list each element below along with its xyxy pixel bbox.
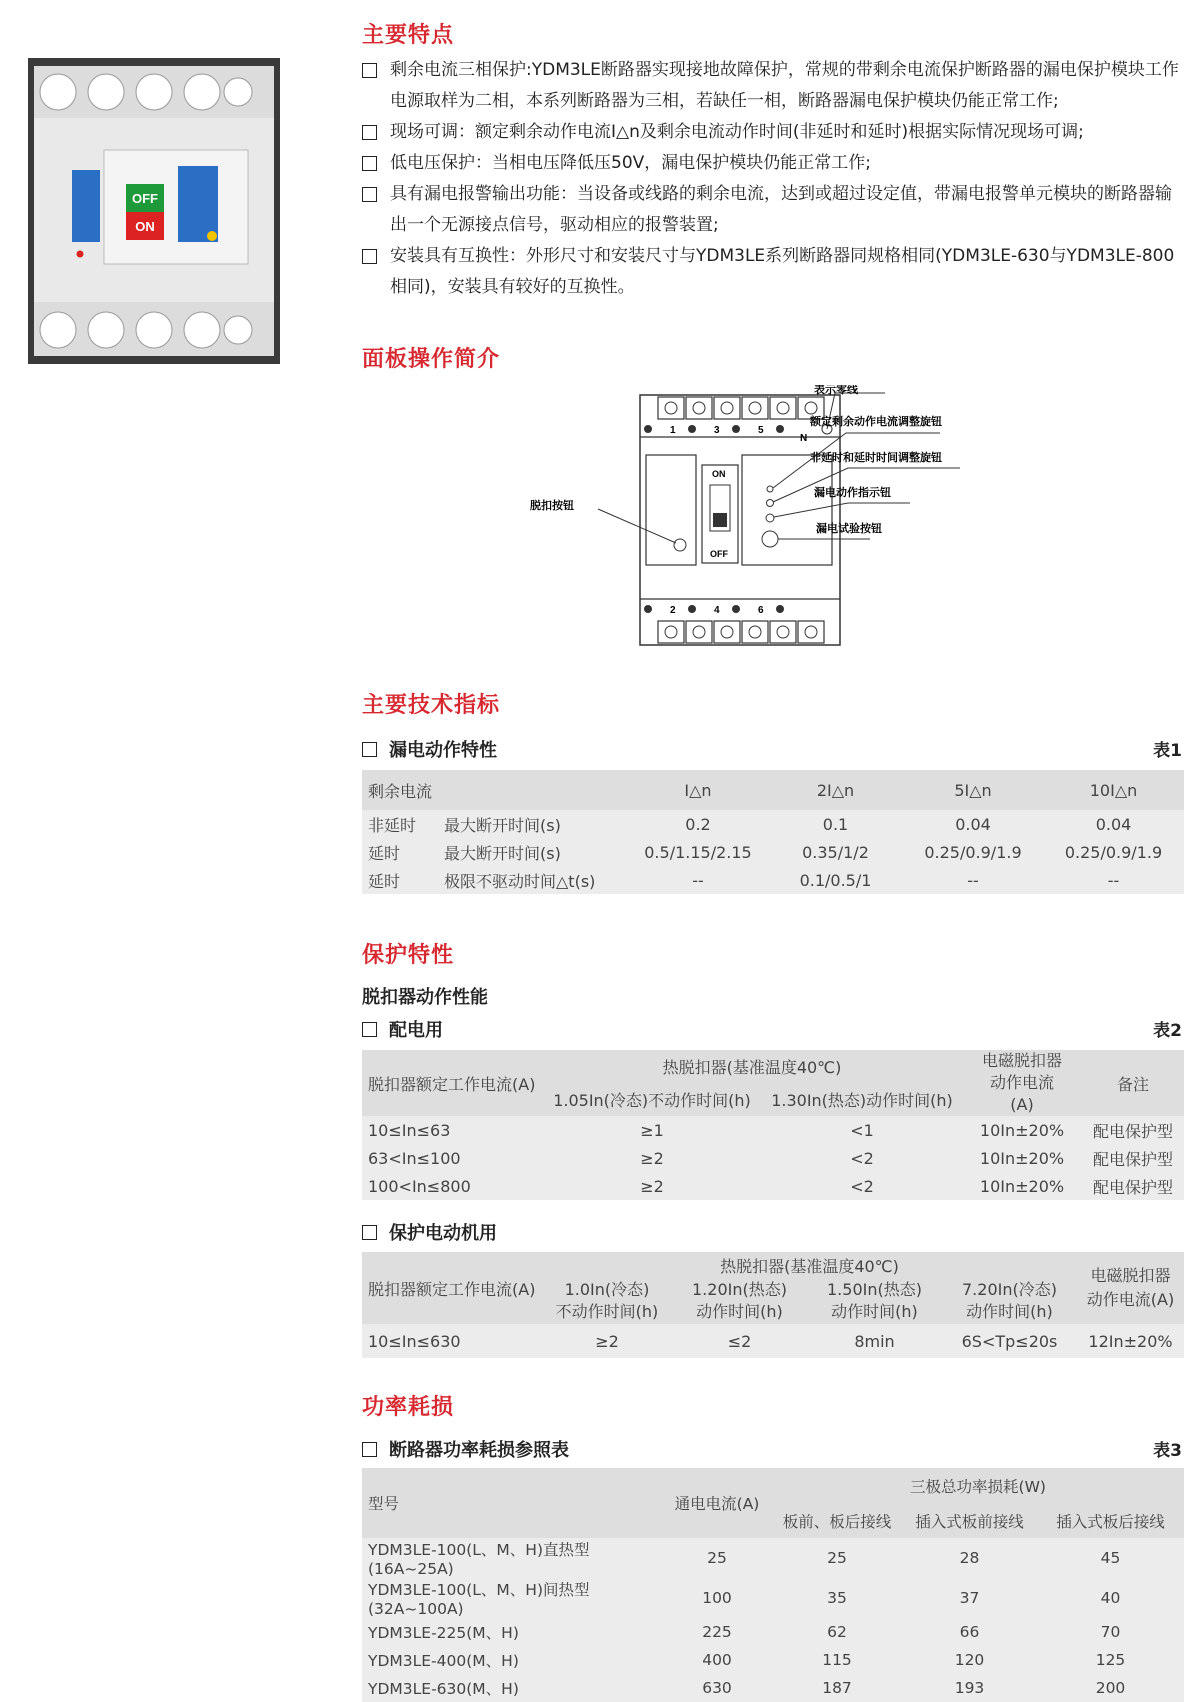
feature-item: [362, 241, 1182, 303]
table-cell: 225: [702, 1623, 732, 1641]
table-cell: 10≤In≤63: [368, 1120, 451, 1140]
table1-number: 表1: [1153, 741, 1182, 761]
protect-subtitle: 脱扣器动作性能: [362, 987, 488, 1008]
table-cell: 100<In≤800: [368, 1176, 471, 1196]
header-line: 电磁脱扣器: [1090, 1266, 1171, 1285]
table-cell: 10In±20%: [979, 1176, 1065, 1196]
table1-subtitle-text: 漏电动作特性: [389, 740, 497, 761]
table-cell: 62: [827, 1623, 847, 1641]
table-row: [362, 838, 1184, 866]
table2b: [362, 1252, 1184, 1358]
feature-text: 剩余电流三相保护:YDM3LE断路器实现接地故障保护，常规的带剩余电流保护断路器的漏电保护模块工作电源取样为二相，本系列断路器为三相，若缺任一相，断路器漏电保护模块仍能正常工作;: [390, 60, 1179, 111]
terminal-num-2: 2: [670, 605, 676, 616]
table-cell: YDM3LE-100(L、M、H)直热型(16A~25A): [368, 1541, 590, 1578]
header-line: 不动作时间(h): [555, 1302, 659, 1321]
table2-subtitle-text: 配电用: [389, 1020, 443, 1041]
checkbox-icon: [362, 1022, 377, 1037]
table-row: [362, 1172, 1184, 1200]
table-cell: <2: [850, 1148, 874, 1168]
header-line: 动作时间(h): [966, 1302, 1053, 1321]
table-cell: 100: [702, 1589, 732, 1607]
table-row: [362, 1674, 1184, 1702]
table-cell: 12In±20%: [1088, 1331, 1173, 1351]
table-cell: YDM3LE-100(L、M、H)间热型(32A~100A): [368, 1581, 590, 1618]
header-line: 1.50In(热态): [827, 1280, 922, 1299]
table-cell: 25: [827, 1549, 847, 1567]
table-cell: --: [967, 870, 979, 890]
table-cell: 配电保护型: [1092, 1149, 1173, 1169]
table-cell: [672, 1278, 807, 1324]
table-cell: 200: [1095, 1679, 1126, 1697]
terminal-num-6: 6: [758, 605, 764, 616]
table2-subtitle: [362, 1016, 443, 1042]
table-cell: ≥2: [640, 1176, 664, 1196]
table-cell: --: [1107, 870, 1120, 890]
table-cell: YDM3LE-225(M、H): [368, 1624, 519, 1642]
header-line: 动作电流(A): [1086, 1290, 1175, 1309]
table-cell: 插入式板后接线: [1037, 1503, 1184, 1538]
table-cell: 最大断开时间(s): [444, 815, 561, 835]
checkbox-icon: [362, 187, 377, 202]
table-cell: 28: [959, 1549, 980, 1567]
table-cell: 25: [707, 1549, 727, 1567]
table2: [362, 1050, 1184, 1200]
table-cell: 配电保护型: [1092, 1121, 1173, 1141]
table-cell: 热脱扣器(基准温度40℃): [542, 1050, 962, 1083]
label-delay-knob: 非延时和延时时间调整旋钮: [810, 452, 942, 464]
header-line: 7.20In(冷态): [962, 1280, 1057, 1299]
table2-number: 表2: [1153, 1021, 1182, 1041]
table-cell: 插入式板前接线: [902, 1503, 1037, 1538]
table-cell: 70: [1100, 1623, 1121, 1641]
table-cell: 0.25/0.9/1.9: [924, 842, 1022, 862]
table-cell: 脱扣器额定工作电流(A): [362, 1252, 542, 1324]
table3-subtitle-text: 断路器功率耗损参照表: [389, 1440, 569, 1461]
table-cell: <2: [850, 1176, 874, 1196]
table-cell: 193: [954, 1679, 985, 1697]
table-row: [362, 866, 1184, 894]
table-cell: 630: [702, 1679, 732, 1697]
table-row: [362, 1578, 1184, 1618]
table-cell: 极限不驱动时间△t(s): [444, 871, 596, 891]
table-cell: 0.04: [955, 814, 991, 834]
checkbox-icon: [362, 156, 377, 171]
table-cell: 0.04: [1095, 814, 1132, 834]
label-neutral: 表示零线: [814, 385, 858, 396]
label-rated-knob: 额定剩余动作电流调整旋钮: [810, 416, 942, 428]
table-cell: 0.25/0.9/1.9: [1064, 842, 1163, 862]
header-line: 1.20In(热态): [692, 1280, 787, 1299]
table-cell: 40: [1100, 1589, 1121, 1607]
table-cell: [807, 1278, 942, 1324]
feature-text: 现场可调：额定剩余动作电流I△n及剩余电流动作时间(非延时和延时)根据实际情况现场可调;: [390, 122, 1084, 142]
table-row: [362, 1116, 1184, 1144]
table-cell: <1: [850, 1120, 874, 1140]
photo-on-label: ON: [135, 219, 155, 234]
table-cell: 10In±20%: [979, 1148, 1065, 1168]
table-cell: 延时: [368, 843, 401, 863]
table1-subtitle: [362, 736, 497, 762]
table-cell: 0.5/1.15/2.15: [644, 842, 752, 862]
section-title-tech: 主要技术指标: [362, 693, 501, 718]
feature-text: 具有漏电报警输出功能：当设备或线路的剩余电流，达到或超过设定值，带漏电报警单元模块的断路器输出一个无源接点信号，驱动相应的报警装置;: [390, 184, 1172, 235]
table-row: [362, 1468, 1184, 1503]
product-photo: [22, 58, 292, 368]
table-row: [362, 1252, 1184, 1278]
section-title-features: 主要特点: [362, 23, 455, 48]
table-cell: 0.1: [822, 814, 849, 834]
header-line: 1.0In(冷态): [564, 1280, 650, 1299]
table-cell: 0.2: [685, 814, 711, 834]
table-cell: 0.1/0.5/1: [799, 870, 872, 890]
checkbox-icon: [362, 249, 377, 264]
table-cell: 最大断开时间(s): [444, 843, 561, 863]
table3-number: 表3: [1153, 1441, 1182, 1461]
table-cell: 0.35/1/2: [802, 842, 869, 862]
table-cell: 37: [959, 1589, 980, 1607]
table-cell: 2I△n: [768, 770, 903, 810]
checkbox-icon: [362, 1442, 377, 1457]
table-cell: 125: [1095, 1651, 1126, 1669]
table3: [362, 1468, 1184, 1702]
checkbox-icon: [362, 1225, 377, 1240]
table-cell: ≥1: [640, 1120, 664, 1140]
table-cell: 通电电流(A): [662, 1468, 772, 1538]
table-row: [362, 1646, 1184, 1674]
table-cell: 备注: [1082, 1050, 1184, 1116]
table-cell: [942, 1278, 1077, 1324]
table-row: [362, 1050, 1184, 1083]
table-cell: 1.05In(冷态)不动作时间(h): [542, 1083, 762, 1116]
table-cell: ≤2: [727, 1331, 752, 1351]
table-cell: I△n: [628, 770, 768, 810]
table-row: [362, 1618, 1184, 1646]
table-row: [362, 1324, 1184, 1358]
table-cell: 10≤In≤630: [368, 1331, 461, 1351]
table2b-subtitle: [362, 1219, 497, 1245]
table-cell: 187: [822, 1679, 852, 1697]
header-line: 动作时间(h): [831, 1302, 918, 1321]
table1: [362, 770, 1184, 894]
table-row: [362, 1538, 1184, 1578]
table-cell: ≥2: [640, 1148, 664, 1168]
table-cell: YDM3LE-400(M、H): [368, 1652, 519, 1670]
feature-item: [362, 148, 1182, 179]
terminal-num-n: N: [800, 433, 808, 444]
label-indicator: 漏电动作指示钮: [814, 487, 891, 499]
header-line: 动作时间(h): [696, 1302, 783, 1321]
table-cell: 35: [827, 1589, 847, 1607]
terminal-num-3: 3: [714, 425, 720, 436]
label-test-button: 漏电试验按钮: [816, 523, 882, 535]
table-cell: 1.30In(热态)动作时间(h): [762, 1083, 962, 1116]
table-row: [362, 1144, 1184, 1172]
table-cell: 120: [954, 1651, 985, 1669]
table-cell: 115: [822, 1651, 852, 1669]
table-cell: 8min: [854, 1331, 895, 1351]
terminal-num-4: 4: [714, 605, 720, 616]
feature-text: 低电压保护：当相电压降低压50V，漏电保护模块仍能正常工作;: [390, 153, 871, 173]
feature-item: [362, 55, 1182, 117]
table-cell: YDM3LE-630(M、H): [368, 1680, 519, 1698]
table2b-subtitle-text: 保护电动机用: [389, 1223, 497, 1244]
table-cell: 5I△n: [903, 770, 1043, 810]
table-cell: 非延时: [368, 815, 417, 835]
table-cell: 型号: [362, 1468, 662, 1538]
feature-item: [362, 179, 1182, 241]
table-cell: 配电保护型: [1092, 1177, 1173, 1197]
table-cell: --: [692, 870, 704, 890]
table-cell: ≥2: [595, 1331, 619, 1351]
feature-text: 安装具有互换性：外形尺寸和安装尺寸与YDM3LE系列断路器同规格相同(YDM3LE-630与YDM3LE-800相同)，安装具有较好的互换性。: [390, 246, 1175, 297]
section-title-protect: 保护特性: [362, 943, 455, 968]
section-title-panel: 面板操作简介: [362, 347, 501, 372]
photo-off-label: OFF: [132, 191, 158, 206]
table3-subtitle: [362, 1436, 569, 1462]
table-row: [362, 810, 1184, 838]
diagram-switch-off: OFF: [710, 549, 728, 559]
table-cell: 热脱扣器(基准温度40℃): [542, 1252, 1077, 1278]
table-cell: 脱扣器额定工作电流(A): [362, 1050, 542, 1116]
checkbox-icon: [362, 63, 377, 78]
terminal-num-5: 5: [758, 425, 764, 436]
section-title-power: 功率耗损: [362, 1395, 455, 1420]
table-cell: 63<In≤100: [368, 1148, 461, 1168]
table-cell: [1077, 1252, 1184, 1324]
table-cell: 10In±20%: [979, 1120, 1065, 1140]
table-cell: [542, 1278, 672, 1324]
table-cell: 剩余电流: [362, 770, 628, 810]
table-cell: 10I△n: [1043, 770, 1184, 810]
checkbox-icon: [362, 125, 377, 140]
table-cell: 三极总功率损耗(W): [772, 1468, 1184, 1503]
label-trip-button: 脱扣按钮: [530, 500, 574, 512]
checkbox-icon: [362, 742, 377, 757]
table-cell: 400: [702, 1651, 732, 1669]
feature-item: [362, 117, 1182, 148]
terminal-num-1: 1: [670, 425, 676, 436]
table-cell: 板前、板后接线: [772, 1503, 902, 1538]
table-cell: 电磁脱扣器动作电流(A): [962, 1050, 1082, 1116]
panel-diagram: [530, 385, 1050, 655]
diagram-switch-on: ON: [712, 469, 726, 479]
table-cell: 6S<Tp≤20s: [961, 1331, 1058, 1351]
table-row: [362, 770, 1184, 810]
feature-list: [362, 55, 1182, 303]
table-cell: 延时: [368, 871, 401, 891]
table-cell: 66: [959, 1623, 980, 1641]
table-cell: 45: [1100, 1549, 1121, 1567]
